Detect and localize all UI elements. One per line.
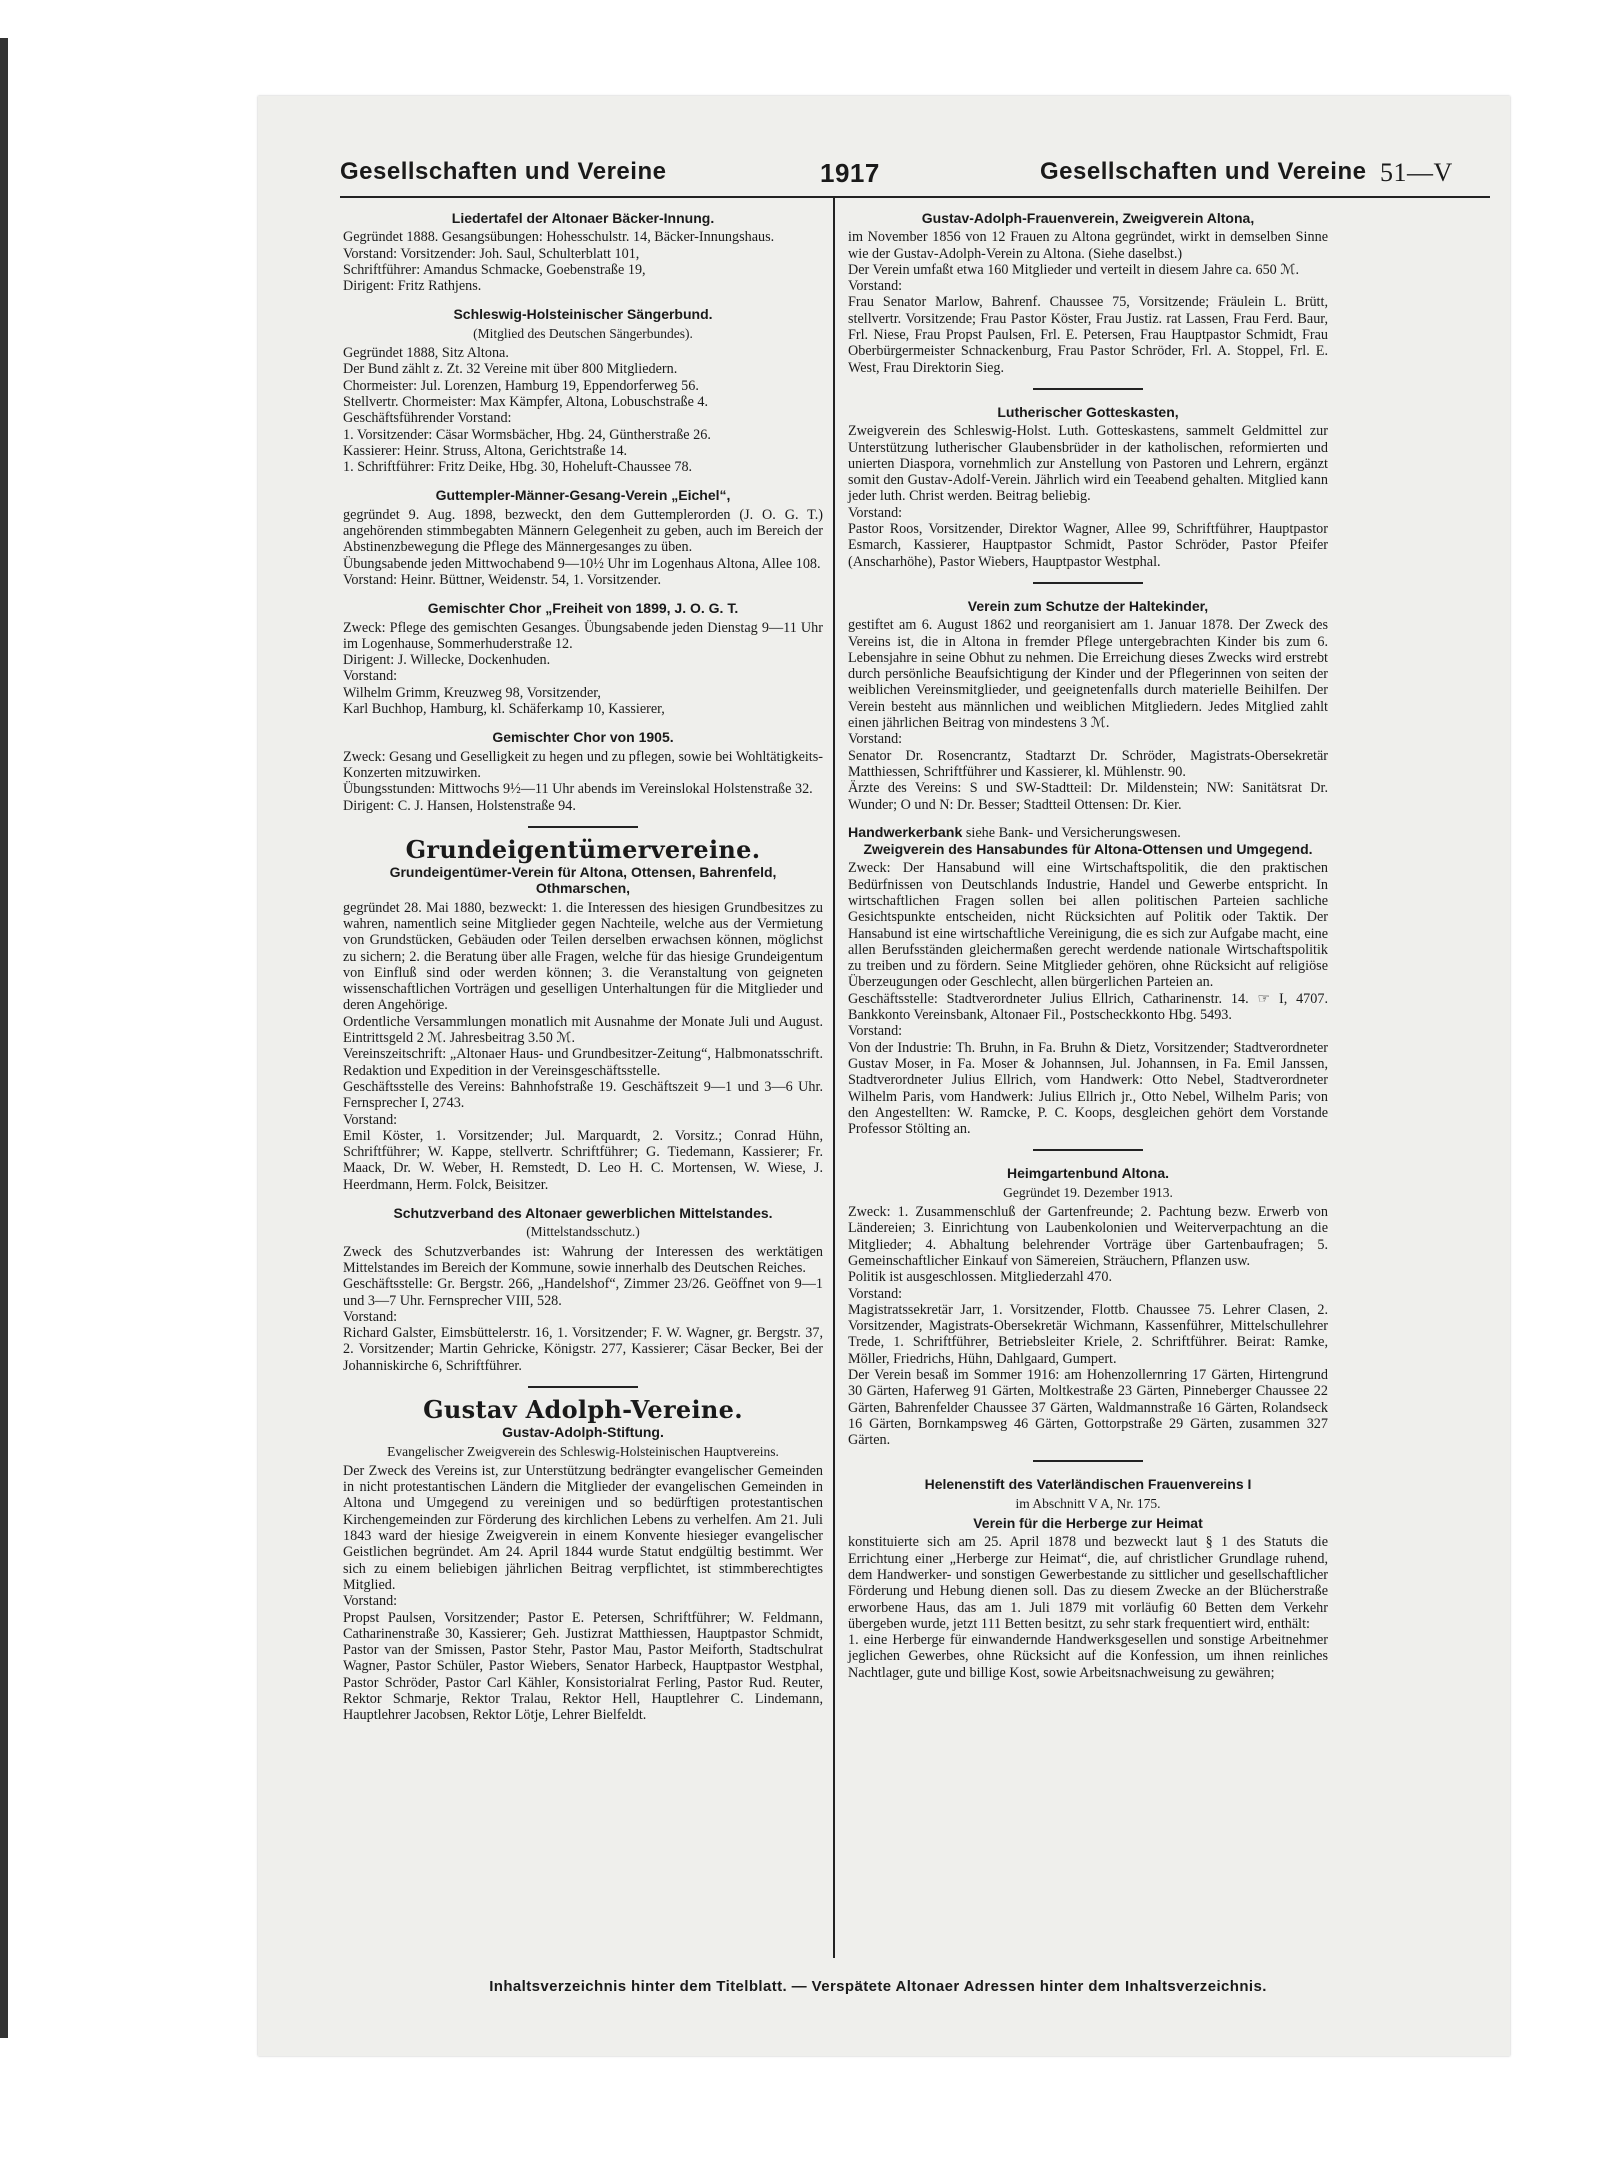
entry-body	[343, 620, 823, 718]
section-divider	[1033, 1149, 1143, 1151]
left-column	[343, 210, 823, 1736]
entry-paragraph: gestiftet am 6. August 1862 und reorganisiert am 1. Januar 1878. Der Zweck des Vereins ist, die in Altona in fremder Pflege untergebrachten Kinder bis zum 6. Lebensjahre in seine Obhut zu nehmen. Die Erreichung dieses Zwecks wird erstrebt durch persönliche Beaufsichtigung der Kinder und der Pflegerinnen von seiten der weiblichen Vereinsmitglieder, und geeignetenfalls durch materielle Beihilfen. Der Verein besteht aus männlichen und weiblichen Mitgliedern. Jedes Mitglied zahlt einen jährlichen Beitrag von mindestens 3 ℳ.	[848, 617, 1328, 732]
entry-paragraph: Vorstand:	[343, 668, 398, 685]
section-divider	[528, 826, 638, 828]
entry-body	[343, 749, 823, 814]
entry-paragraph: 1. Schriftführer: Fritz Deike, Hbg. 30, Hoheluft-Chaussee 78.	[343, 459, 693, 476]
entry-paragraph: Der Zweck des Vereins ist, zur Unterstützung bedrängter evangelischer Gemeinden in nicht protestantischen Ländern die Mitglieder der evangelischen Gemeinden in Altona und Umgegend zu vereinigen und so bedürftigen protestantischen Kirchengemeinden zur Förderung des kirchlichen Lebens zu verhelfen. Am 21. Juli 1843 ward der hiesige Zweigverein in einem Konvente hiesieger evangelischer Geistlichen begründet. Am 24. April 1844 wurde Statut endgültig bestimmt. Wer sich zu einem beliebigen jährlichen Beitrag verpflichtet, ist stimmberechtigtes Mitglied.	[343, 1462, 823, 1593]
footer-note: Inhaltsverzeichnis hinter dem Titelblatt. — Verspätete Altonaer Adressen hinter dem Inhaltsverzeichnis.	[489, 1978, 1267, 1995]
section-title: Verein für die Herberge zur Heimat	[973, 1515, 1203, 1532]
section-title: Gustav-Adolph-Stiftung.	[502, 1424, 664, 1441]
entry-paragraph: Übungsstunden: Mittwochs 9½—11 Uhr abends im Vereinslokal Holstenstraße 32.	[343, 781, 813, 798]
entry-body	[848, 860, 1328, 1137]
section-title: Lutherischer Gotteskasten,	[997, 403, 1179, 420]
entry-paragraph: 1. eine Herberge für einwandernde Handwerksgesellen und sonstige Arbeitnehmer jeglichen Gewerbes, ohne Rücksicht auf die Konfession, um ihnen reinliches Nachtlager, gute und billige Kost, sowie Arbeitsnachweisung zu gewähren;	[848, 1632, 1328, 1681]
section-title: Gemischter Chor von 1905.	[492, 729, 674, 746]
entry-paragraph: Kassierer: Heinr. Struss, Altona, Gerichtstraße 14.	[343, 442, 628, 459]
entry-body	[343, 229, 823, 294]
entry-paragraph: Zweck: 1. Zusammenschluß der Gartenfreunde; 2. Pachtung bezw. Erwerb von Ländereien; 3. Einrichtung von Laubenkolonien und Weiterverpachtung an die Mitglieder; 4. Abhaltung belehrender Vorträge über Gartenbaufragen; 5. Gemeinschaftlicher Einkauf von Sämereien, Sträuchern, Pflanzen usw.	[848, 1204, 1328, 1269]
entry-paragraph: Vorstand:	[343, 1308, 398, 1325]
entry-paragraph: Vorstand:	[848, 278, 903, 295]
entry-body	[343, 345, 823, 475]
entry-paragraph: gegründet 28. Mai 1880, bezweckt: 1. die Interessen des hiesigen Grundbesitzes zu wahren, namentlich seine Mitglieder gegen Nachteile, welche aus der Vermietung von Grundstücken, Gebäuden oder Teilen derselben erwachsen können, möglichst zu sichern; 2. die Beratung über alle Fragen, welche für das hiesige Grundeigentum von Einfluß sind oder werden können; 3. die Veranstaltung von geigneten wissenschaftlichen Vorträgen und geselligen Unterhaltungen für die Mitglieder und deren Angehörige.	[343, 899, 823, 1014]
entry-paragraph: Senator Dr. Rosencrantz, Stadtarzt Dr. Schröder, Magistrats-Obersekretär Matthiessen, Schriftführer und Kassierer, kl. Mühlenstr. 90.	[848, 747, 1328, 780]
column-divider	[833, 198, 835, 1958]
entry-paragraph: gegründet 9. Aug. 1898, bezweckt, den dem Guttemplerorden (J. O. G. T.) angehörenden stimmbegabten Männern Gelegenheit zu geben, auch im Bereich der Abstinenzbewegung die Pflege des Männergesanges zu üben.	[343, 506, 823, 556]
header-rule	[340, 196, 1490, 198]
section-title: Schutzverband des Altonaer gewerblichen Mittelstandes.	[393, 1205, 773, 1222]
entry-paragraph: Der Verein besaß im Sommer 1916: am Hohenzollernring 17 Gärten, Hirtengrund 30 Gärten, Haferweg 91 Gärten, Moltkestraße 23 Gärten, Pinneberger Chaussee 22 Gärten, Bahrenfelder Chaussee 37 Gärten, Waldmannstraße 16 Gärten, Rolandseck 16 Gärten, Bornkampsweg 46 Gärten, Gottorpstraße 29 Gärten, zusammen 327 Gärten.	[848, 1367, 1328, 1449]
entry-paragraph: Ordentliche Versammlungen monatlich mit Ausnahme der Monate Juli und August. Eintrittsgeld 2 ℳ. Jahresbeitrag 3.50 ℳ.	[343, 1013, 823, 1047]
entry-body	[848, 1204, 1328, 1448]
entry-paragraph: Zweigverein des Schleswig-Holst. Luth. Gotteskastens, sammelt Geldmittel zur Unterstützung lutherischer Glaubensbrüder in der katholischen, reformierten und unierten Diaspora, vornehmlich zur Anstellung von Pastoren und Lehrern, ergänzt somit den Gustav-Adolf-Verein. Jährlich wird ein Teeabend gehalten. Mitglied kann jeder luth. Christ werden. Beitrag beliebig.	[848, 423, 1328, 505]
section-title: Helenenstift des Vaterländischen Frauenvereins I	[924, 1476, 1252, 1493]
entry-paragraph: Wilhelm Grimm, Kreuzweg 98, Vorsitzender,	[343, 684, 601, 701]
entry-body	[848, 229, 1328, 376]
entry-paragraph: Vorstand:	[848, 1023, 903, 1040]
entry-paragraph: Der Verein umfaßt etwa 160 Mitglieder und verteilt in diesem Jahre ca. 650 ℳ.	[848, 261, 1300, 278]
entry-paragraph: Frau Senator Marlow, Bahrenf. Chaussee 75, Vorsitzende; Fräulein L. Brütt, stellvertr. Vorsitzende; Frau Pastor Köster, Frau Justiz. rat Lassen, Frau Ferd. Baur, Frl. Niese, Frau Propst Paulsen, Frl. E. Petersen, Frau Hauptpastor Schmidt, Frau Oberbürgermeister Schnackenburg, Frau Pastor Schröder, Frl. A. Stoppel, Frl. E. West, Frau Direktorin Sieg.	[848, 294, 1328, 376]
section-divider	[1033, 388, 1143, 390]
entry-paragraph: Vorstand:	[343, 1593, 398, 1610]
category-heading: Gustav Adolph-Vereine.	[423, 1395, 743, 1424]
section-title: Gemischter Chor „Freiheit von 1899, J. O. G. T.	[427, 600, 739, 617]
entry-paragraph: Karl Buchhop, Hamburg, kl. Schäferkamp 10, Kassierer,	[343, 701, 665, 718]
section-subtitle: (Mitglied des Deutschen Sängerbundes).	[473, 325, 693, 341]
entry-paragraph: Vorstand:	[343, 1111, 398, 1128]
entry-paragraph: Zweck: Der Hansabund will eine Wirtschaftspolitik, die den praktischen Bedürfnissen von Deutschlands Industrie, Handel und Gewerbe entspricht. In wirtschaftlichen Fragen sollen bei allen politischen Parteien sachliche Gesichtspunkte entscheiden, nicht Rücksichten auf Politik oder Taktik. Der Hansabund ist eine wirtschaftliche Vereinigung, die es sich zur Aufgabe macht, eine allen Berufsständen gleichermaßen gerecht werdende nationale Wirtschaftspolitik zu treiben und zu fördern. Seine Mitglieder gehören, ohne Rücksicht auf religiöse Überzeugungen oder Geschlecht, allen bürgerlichen Parteien an.	[848, 860, 1328, 991]
entry-paragraph: Propst Paulsen, Vorsitzender; Pastor E. Petersen, Schriftführer; W. Feldmann, Catharinenstraße 30, Kassierer; Geh. Justizrat Matthiessen, Hauptpastor Schmidt, Pastor van der Smissen, Pastor Stehr, Pastor Mau, Pastor Meiforth, Stadtschulrat Wagner, Pastor Schüler, Pastor Wiebers, Senator Harbeck, Hauptpastor Westphal, Pastor Schröder, Pastor Carl Kähler, Konsistorialrat Ferling, Pastor Rud. Reuter, Rektor Schmarje, Rektor Tralau, Rektor Hell, Hauptlehrer C. Lindemann, Hauptlehrer Jacobsen, Rektor Lötje, Lehrer Bielfeldt.	[343, 1609, 823, 1724]
entry-paragraph: Übungsabende jeden Mittwochabend 9—10½ Uhr im Logenhaus Altona, Allee 108.	[343, 555, 821, 572]
entry-paragraph: Von der Industrie: Th. Bruhn, in Fa. Bruhn & Dietz, Vorsitzender; Stadtverordneter Gustav Moser, in Fa. Moser & Johannsen, Jul. Johannsen, in Fa. Emil Janssen, Stadtverordneter Julius Ellrich, vom Handwerk: Otto Nebel, Stadtverordneter Wilhelm Paris, vom Handwerk: Julius Ellrich jr., Otto Nebel, Wilhelm Paris; von den Angestellten: W. Ramcke, P. C. Koops, desgleichen gehört dem Vorstande Professor Stölting an.	[848, 1039, 1328, 1138]
entry-paragraph: Stellvertr. Chormeister: Max Kämpfer, Altona, Lobuschstraße 4.	[343, 393, 709, 410]
section-title: Heimgartenbund Altona.	[1006, 1165, 1170, 1182]
entry-paragraph: Schriftführer: Amandus Schmacke, Goebenstraße 19,	[343, 261, 646, 278]
entry-paragraph: Emil Köster, 1. Vorsitzender; Jul. Marquardt, 2. Vorsitz.; Conrad Hühn, Schriftführer; W. Kappe, stellvertr. Schriftführer; G. Tiedemann, Kassierer; Fr. Maack, Dr. W. Weber, H. Remstedt, D. Leo H. C. Mortensen, W. Wiese, J. Heerdmann, Herm. Folck, Beisitzer.	[343, 1127, 823, 1193]
section-title: Guttempler-Männer-Gesang-Verein „Eichel“,	[435, 487, 731, 504]
section-divider	[1033, 1460, 1143, 1462]
entry-body	[848, 423, 1328, 570]
entry-paragraph: Gegründet 1888, Sitz Altona.	[343, 345, 509, 362]
cross-reference-text: siehe Bank- und Versicherungswesen.	[962, 824, 1181, 841]
entry-paragraph: Zweck des Schutzverbandes ist: Wahrung der Interessen des werktätigen Mittelstandes im Bereich der Kommune, sowie innerhalb des Deutschen Reiches.	[343, 1243, 823, 1276]
entry-body	[848, 1534, 1328, 1681]
section-title: Grundeigentümer-Verein für Altona, Ottensen, Bahrenfeld, Othmarschen,	[389, 864, 777, 897]
scan-edge	[0, 38, 8, 2038]
section-title: Zweigverein des Hansabundes für Altona-Ottensen und Umgegend.	[863, 841, 1313, 858]
entry-paragraph: Gegründet 1888. Gesangsübungen: Hohesschulstr. 14, Bäcker-Innungshaus.	[343, 229, 775, 246]
section-divider	[528, 1386, 638, 1388]
section-subtitle: (Mittelstandsschutz.)	[526, 1224, 640, 1240]
entry-body	[848, 617, 1328, 813]
entry-paragraph: Chormeister: Jul. Lorenzen, Hamburg 19, Eppendorferweg 56.	[343, 377, 699, 394]
running-header	[340, 158, 1480, 198]
entry-paragraph: Dirigent: Fritz Rathjens.	[343, 278, 482, 295]
entry-paragraph: Der Bund zählt z. Zt. 32 Vereine mit über 800 Mitgliedern.	[343, 361, 678, 378]
section-divider	[1033, 582, 1143, 584]
entry-paragraph: im November 1856 von 12 Frauen zu Altona gegründet, wirkt in demselben Sinne wie der Gustav-Adolph-Verein zu Altona. (Siehe daselbst.)	[848, 229, 1328, 262]
entry-body	[343, 900, 823, 1193]
entry-paragraph: Geschäftsstelle: Gr. Bergstr. 266, „Handelshof“, Zimmer 23/26. Geöffnet von 9—1 und 3—7 Uhr. Fernsprecher VIII, 528.	[343, 1276, 823, 1309]
entry-paragraph: Geschäftsführender Vorstand:	[343, 410, 512, 427]
section-title: Liedertafel der Altonaer Bäcker-Innung.	[451, 210, 715, 226]
entry-paragraph: Dirigent: J. Willecke, Dockenhuden.	[343, 652, 551, 669]
entry-paragraph: Geschäftsstelle des Vereins: Bahnhofstraße 19. Geschäftszeit 9—1 und 3—6 Uhr. Fernsprecher I, 2743.	[343, 1078, 823, 1112]
entry-paragraph: 1. Vorsitzender: Cäsar Wormsbächer, Hbg. 24, Güntherstraße 26.	[343, 426, 711, 443]
entry-body	[343, 507, 823, 588]
header-year: 1917	[820, 158, 880, 188]
entry-body	[343, 1244, 823, 1374]
section-subtitle: Gegründet 19. Dezember 1913.	[1003, 1184, 1173, 1200]
entry-paragraph: Vorstand:	[848, 731, 903, 748]
entry-paragraph: konstituierte sich am 25. April 1878 und bezweckt laut § 1 des Statuts die Errichtung einer „Herberge zur Heimat“, die, auf christlicher Grundlage ruhend, dem Handwerker- und sonstigen Gewerbestande zu sittlicher und gesellschaftlicher Förderung und Hebung dienen soll. Das zu diesem Zwecke an der Blücherstraße erworbene Haus, das am 1. Juli 1879 mit vorläufig 60 Betten dem Verkehr übergeben wurde, jetzt 111 Betten besitzt, zu sehr stark frequentiert wird, enthält:	[848, 1534, 1328, 1632]
entry-paragraph: Zweck: Gesang und Geselligkeit zu hegen und zu pflegen, sowie bei Wohltätigkeits-Konzerten mitzuwirken.	[343, 748, 823, 781]
entry-paragraph: Vorstand:	[848, 1285, 903, 1302]
entry-paragraph: Magistratssekretär Jarr, 1. Vorsitzender, Flottb. Chaussee 75. Lehrer Clasen, 2. Vorsitzender, Magistrats-Obersekretär Wichmann, Kassenführer, Mittelschullehrer Trede, 1. Schriftführer, Betriebsleiter Kriele, 2. Schriftführer. Beirat: Ramke, Möller, Friedrichs, Hühn, Dahlgaard, Gumpert.	[848, 1301, 1328, 1367]
entry-paragraph: Richard Galster, Eimsbüttelerstr. 16, 1. Vorsitzender; F. W. Wagner, gr. Bergstr. 37, 2. Vorsitzender; Martin Gehricke, Königstr. 277, Kassierer; Cäsar Becker, Bei der Johanniskirche 6, Schriftführer.	[343, 1325, 823, 1374]
cross-reference	[848, 825, 1328, 841]
entry-paragraph: Pastor Roos, Vorsitzender, Direktor Wagner, Allee 99, Schriftführer, Hauptpastor Esmarch, Kassierer, Hauptpastor Schmidt, Pastor Schröder, Pastor Pfeifer (Anscharhöhe), Pastor Wiebers, Hauptpastor Westphal.	[848, 521, 1328, 570]
cross-reference-title: Handwerkerbank	[848, 824, 963, 841]
right-column	[848, 210, 1328, 1693]
section-title: Verein zum Schutze der Haltekinder,	[967, 597, 1209, 614]
header-left-title: Gesellschaften und Vereine	[340, 158, 667, 185]
entry-body	[343, 1463, 823, 1724]
entry-paragraph: Politik ist ausgeschlossen. Mitgliederzahl 470.	[848, 1269, 1113, 1286]
section-subtitle: Evangelischer Zweigverein des Schleswig-Holsteinischen Hauptvereins.	[387, 1443, 779, 1459]
entry-paragraph: Dirigent: C. J. Hansen, Holstenstraße 94.	[343, 797, 576, 814]
entry-paragraph: Vorstand:	[848, 504, 903, 521]
page-number: 51—V	[1380, 158, 1453, 187]
entry-paragraph: Vorstand: Vorsitzender: Joh. Saul, Schulterblatt 101,	[343, 245, 640, 262]
entry-paragraph: Geschäftsstelle: Stadtverordneter Julius Ellrich, Catharinenstr. 14. ☞ I, 4707. Bankkonto Vereinsbank, Altonaer Fil., Postscheckkonto Hbg. 5493.	[848, 990, 1328, 1024]
entry-paragraph: Vorstand: Heinr. Büttner, Weidenstr. 54, 1. Vorsitzender.	[343, 571, 661, 588]
section-title: Schleswig-Holsteinischer Sängerbund.	[453, 306, 713, 323]
section-title: Gustav-Adolph-Frauenverein, Zweigverein Altona,	[921, 210, 1255, 226]
section-subtitle: im Abschnitt V A, Nr. 175.	[1015, 1495, 1161, 1511]
category-heading: Grundeigentümervereine.	[405, 834, 761, 864]
entry-paragraph: Zweck: Pflege des gemischten Gesanges. Übungsabende jeden Dienstag 9—11 Uhr im Logenhause, Sommerhuderstraße 12.	[343, 619, 823, 652]
entry-paragraph: Ärzte des Vereins: S und SW-Stadtteil: Dr. Mildenstein; NW: Sanitätsrat Dr. Wunder; O und N: Dr. Besser; Stadtteil Ottensen: Dr. Kier.	[848, 780, 1328, 813]
header-right-title: Gesellschaften und Vereine	[1040, 158, 1367, 185]
entry-paragraph: Vereinszeitschrift: „Altonaer Haus- und Grundbesitzer-Zeitung“, Halbmonatsschrift. Redaktion und Expedition in der Vereinsgeschäftsstelle.	[343, 1046, 823, 1079]
